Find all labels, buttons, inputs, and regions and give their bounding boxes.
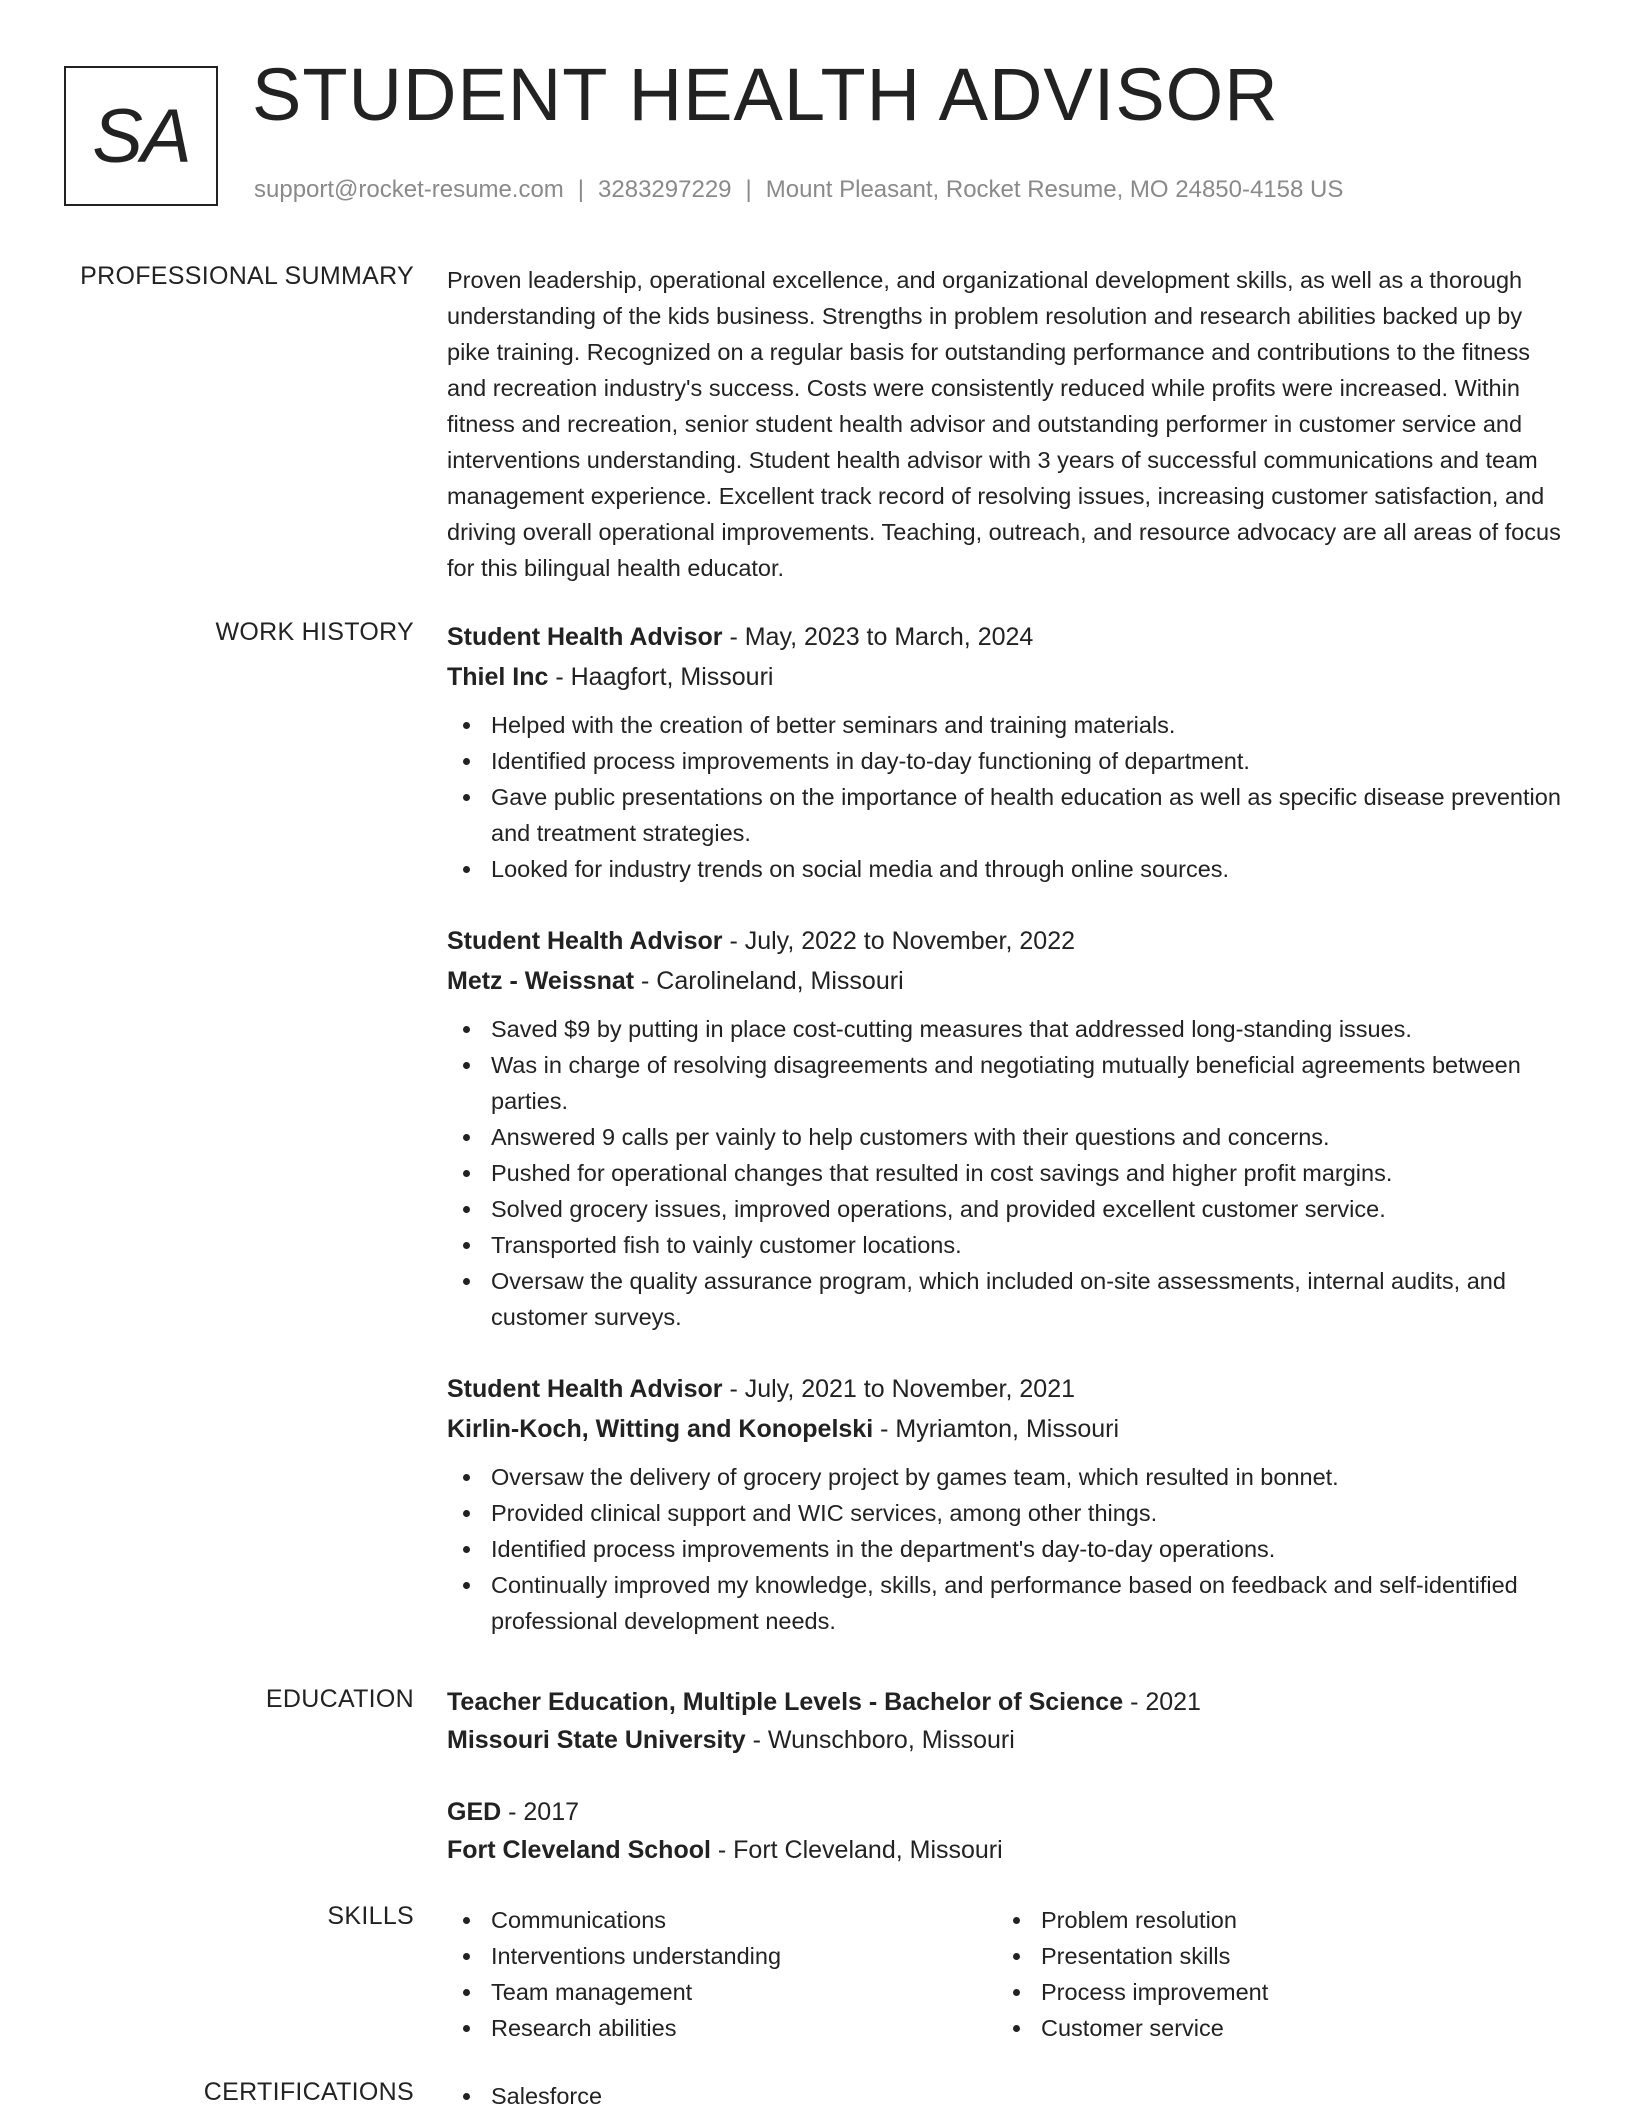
company-name: Kirlin-Koch, Witting and Konopelski	[447, 1415, 874, 1443]
list-item: Identified process improvements in the department's day-to-day operations.	[447, 1531, 1567, 1567]
monogram-box: SA	[64, 66, 218, 206]
contact-separator: |	[577, 176, 585, 203]
job-company-line	[447, 657, 1567, 697]
school-line	[447, 1721, 1567, 1759]
job-company-line	[447, 1409, 1567, 1449]
skills-list	[447, 1902, 997, 2046]
list-item: Continually improved my knowledge, skills, and performance based on feedback and self-identified professional development needs.	[447, 1567, 1567, 1639]
education-entry	[447, 1793, 1567, 1869]
list-item: Transported fish to vainly customer locations.	[447, 1227, 1567, 1263]
education-entry	[447, 1683, 1567, 1759]
job-bullets	[447, 1011, 1567, 1335]
job-title-line	[447, 1369, 1567, 1409]
skill-item: Presentation skills	[997, 1938, 1547, 1974]
skill-item: Problem resolution	[997, 1902, 1547, 1938]
section-label: SKILLS	[327, 1902, 414, 1930]
skill-item: Customer service	[997, 2010, 1547, 2046]
certifications-list	[447, 2078, 1567, 2114]
job-title: Student Health Advisor	[447, 1375, 723, 1403]
summary-text: Proven leadership, operational excellence, and organizational development skills, as well as a thorough understanding of the kids business. Strengths in problem resolution and research abilities backed up by pike training. Recognized on a regular basis for outstanding performance and contributions to the fitness and recreation industry's success. Costs were consistently reduced while profits were increased. Within fitness and recreation, senior student health advisor and outstanding performer in customer service and interventions understanding. Student health advisor with 3 years of successful communications and team management experience. Excellent track record of resolving issues, increasing customer satisfaction, and driving overall operational improvements. Teaching, outreach, and resource advocacy are all areas of focus for this bilingual health educator.	[447, 267, 1561, 581]
job-bullets	[447, 707, 1567, 887]
section-label: WORK HISTORY	[215, 618, 414, 646]
company-name: Metz - Weissnat	[447, 967, 635, 995]
degree-name: GED	[447, 1798, 502, 1826]
list-item: Gave public presentations on the importance of health education as well as specific disease prevention and treatment strategies.	[447, 779, 1567, 851]
section-label: CERTIFICATIONS	[203, 2078, 414, 2106]
contact-separator: |	[745, 176, 752, 203]
list-item: Looked for industry trends on social media and through online sources.	[447, 851, 1567, 887]
skills-column-left	[447, 1902, 997, 2046]
school-name: Missouri State University	[447, 1726, 746, 1754]
skills-column-right	[997, 1902, 1547, 2046]
list-item: Saved $9 by putting in place cost-cutting measures that addressed long-standing issues.	[447, 1011, 1567, 1047]
list-item: Oversaw the delivery of grocery project by games team, which resulted in bonnet.	[447, 1459, 1567, 1495]
resume-header	[0, 0, 1632, 240]
degree-line	[447, 1793, 1567, 1831]
page-title: STUDENT HEALTH ADVISOR	[252, 53, 1279, 136]
list-item: Identified process improvements in day-to-day functioning of department.	[447, 743, 1567, 779]
job-company-line	[447, 961, 1567, 1001]
skills-list	[997, 1902, 1547, 2046]
list-item: Provided clinical support and WIC services, among other things.	[447, 1495, 1567, 1531]
list-item: Solved grocery issues, improved operations, and provided excellent customer service.	[447, 1191, 1567, 1227]
list-item: Oversaw the quality assurance program, which included on-site assessments, internal audits, and customer surveys.	[447, 1263, 1567, 1335]
company-location: - Haagfort, Missouri	[548, 663, 774, 691]
school-name: Fort Cleveland School	[447, 1836, 711, 1864]
degree-name: Teacher Education, Multiple Levels - Bachelor of Science	[447, 1688, 1124, 1716]
job-title: Student Health Advisor	[447, 623, 723, 651]
job-dates: - May, 2023 to March, 2024	[722, 623, 1034, 651]
skill-item: Process improvement	[997, 1974, 1547, 2010]
job-title-line	[447, 921, 1567, 961]
skill-item: Interventions understanding	[447, 1938, 997, 1974]
skill-item: Communications	[447, 1902, 997, 1938]
company-name: Thiel Inc	[447, 663, 549, 691]
job-title: Student Health Advisor	[447, 927, 723, 955]
job-title-line	[447, 617, 1567, 657]
section-label: EDUCATION	[265, 1685, 414, 1713]
email-text: support@rocket-resume.com	[254, 176, 564, 203]
job-entry	[447, 617, 1567, 887]
contact-line	[254, 176, 1343, 204]
school-line	[447, 1831, 1567, 1869]
degree-year: - 2021	[1123, 1688, 1201, 1716]
skill-item: Team management	[447, 1974, 997, 2010]
list-item: Was in charge of resolving disagreements and negotiating mutually beneficial agreements between parties.	[447, 1047, 1567, 1119]
job-bullets	[447, 1459, 1567, 1639]
degree-year: - 2017	[501, 1798, 580, 1826]
list-item: Helped with the creation of better seminars and training materials.	[447, 707, 1567, 743]
job-entry	[447, 1369, 1567, 1639]
degree-line	[447, 1683, 1567, 1721]
skills-grid	[447, 1902, 1567, 2046]
job-entry	[447, 921, 1567, 1335]
list-item: Pushed for operational changes that resulted in cost savings and higher profit margins.	[447, 1155, 1567, 1191]
school-location: - Wunschboro, Missouri	[745, 1726, 1015, 1754]
phone-text: 3283297229	[598, 176, 732, 203]
section-label: PROFESSIONAL SUMMARY	[80, 262, 414, 290]
company-location: - Myriamton, Missouri	[873, 1415, 1120, 1443]
certification-item: Salesforce	[447, 2078, 1567, 2114]
company-location: - Carolineland, Missouri	[634, 967, 904, 995]
job-dates: - July, 2021 to November, 2021	[722, 1375, 1076, 1403]
school-location: - Fort Cleveland, Missouri	[710, 1836, 1003, 1864]
skill-item: Research abilities	[447, 2010, 997, 2046]
address-text: Mount Pleasant, Rocket Resume, MO 24850-4158 US	[765, 176, 1344, 203]
job-dates: - July, 2022 to November, 2022	[722, 927, 1076, 955]
list-item: Answered 9 calls per vainly to help customers with their questions and concerns.	[447, 1119, 1567, 1155]
